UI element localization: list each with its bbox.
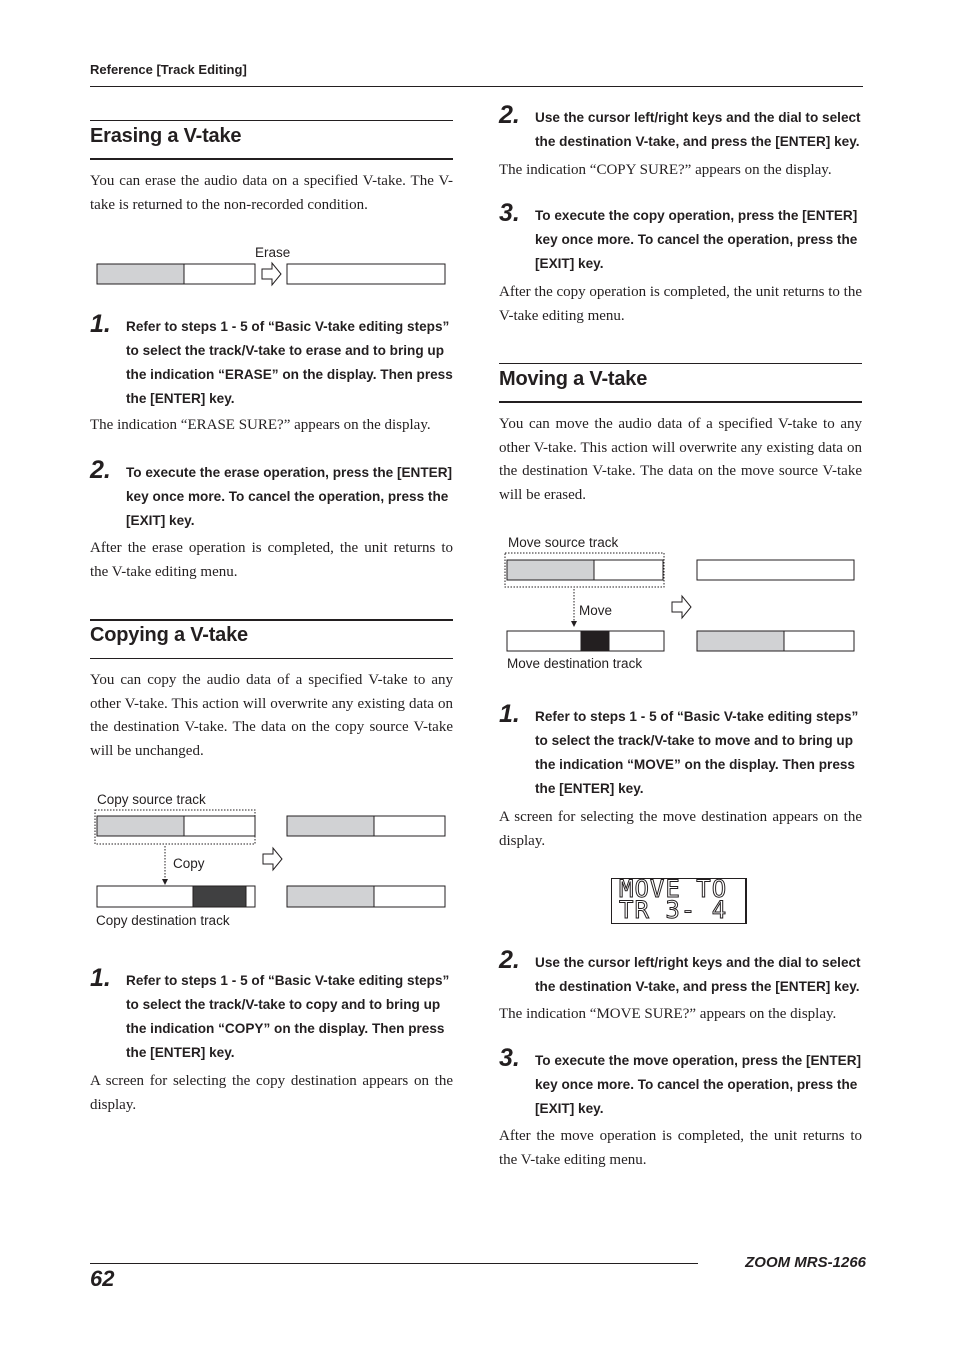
footer-rule [90, 1263, 698, 1264]
footer-brand: ZOOM MRS-1266 [745, 1254, 866, 1271]
erase-diagram [96, 240, 448, 290]
section-rule-top [499, 363, 862, 364]
move-dest-empty [507, 631, 581, 651]
step-result: After the move operation is completed, the unit returns to the V-take editing menu. [499, 1128, 862, 1168]
copy-dest-label: Copy destination track [96, 913, 230, 928]
copy-result-dest-filled [287, 886, 374, 907]
step-result: A screen for selecting the move destination appears on the display. [499, 809, 862, 849]
step-result: The indication “ERASE SURE?” appears on the display. [90, 417, 431, 433]
step-instruction: To execute the copy operation, press the [ENTER] key once more. To cancel the operation, press the [EXIT] key. [535, 208, 858, 271]
move-result-dest-empty [784, 631, 854, 651]
section-heading-move: Moving a V-take [499, 368, 648, 390]
step-number: 1. [499, 700, 520, 728]
section-heading-erase: Erasing a V-take [90, 125, 242, 147]
move-source-filled [507, 560, 594, 580]
section-rule-top [90, 619, 453, 621]
step-result: The indication “COPY SURE?” appears on the display. [499, 162, 832, 178]
section-rule-bottom [90, 658, 453, 659]
lcd-display [611, 875, 747, 924]
step-number: 2. [499, 946, 520, 974]
step-instruction: To execute the erase operation, press the [ENTER] key once more. To cancel the operation, press the [EXIT] key. [126, 465, 453, 528]
move-dest-rest [609, 631, 664, 651]
copy-dest-dark [193, 886, 246, 907]
move-result-source-empty [697, 560, 854, 580]
move-dest-label: Move destination track [507, 656, 643, 671]
arrow-right-icon [672, 596, 691, 618]
copy-dest-empty [97, 886, 193, 907]
step-result: A screen for selecting the copy destination appears on the display. [90, 1073, 453, 1113]
copy-source-filled [97, 816, 184, 836]
step-number: 3. [499, 199, 520, 227]
step-number: 2. [90, 456, 111, 484]
arrow-right-icon [263, 848, 282, 870]
step-number: 3. [499, 1044, 520, 1072]
move-action-label: Move [579, 603, 613, 618]
move-intro: You can move the audio data of a specified V-take to any other V-take. This action will overwrite any existing data on the destination V-take. The data on the move source V-take will be erased. [499, 416, 862, 503]
step-result: After the copy operation is completed, the unit returns to the V-take editing menu. [499, 284, 862, 324]
copy-diagram [90, 786, 450, 936]
erase-label: Erase [255, 245, 291, 260]
erase-result-empty [287, 264, 445, 284]
copy-result-dest-empty [374, 886, 445, 907]
step-instruction: Refer to steps 1 - 5 of “Basic V-take editing steps” to select the track/V-take to move and to bring up the indication “MOVE” on the display. Then press the [ENTER] key. [535, 709, 859, 796]
lcd-line-1: MOVE TO [619, 875, 728, 903]
copy-source-label: Copy source track [97, 792, 206, 807]
move-diagram [500, 530, 860, 676]
step-result: The indication “MOVE SURE?” appears on the display. [499, 1006, 837, 1022]
move-source-empty [594, 560, 663, 580]
copy-result-source-empty [374, 816, 445, 836]
section-rule-bottom [499, 401, 862, 403]
move-source-label: Move source track [508, 535, 619, 550]
erase-source-empty [184, 264, 255, 284]
arrow-down-icon [162, 879, 168, 885]
step-instruction: Refer to steps 1 - 5 of “Basic V-take editing steps” to select the track/V-take to erase and to bring up the indication “ERASE” on the display. Then press the [ENTER] key. [126, 319, 453, 406]
step-instruction: Refer to steps 1 - 5 of “Basic V-take editing steps” to select the track/V-take to copy and to bring up the indication “COPY” on the display. Then press the [ENTER] key. [126, 973, 450, 1060]
arrow-down-icon [571, 621, 577, 627]
section-rule-bottom [90, 158, 453, 160]
copy-action-label: Copy [173, 856, 205, 871]
step-instruction: Use the cursor left/right keys and the dial to select the destination V-take, and press the [ENTER] key. [535, 955, 861, 994]
step-number: 2. [499, 101, 520, 129]
erase-intro: You can erase the audio data on a specified V-take. The V-take is returned to the non-recorded condition. [90, 173, 453, 213]
step-instruction: To execute the move operation, press the [ENTER] key once more. To cancel the operation, press the [EXIT] key. [535, 1053, 862, 1116]
copy-intro: You can copy the audio data of a specified V-take to any other V-take. This action will overwrite any existing data on the destination V-take. The data on the copy source V-take will be unchanged. [90, 672, 453, 759]
header-rule [90, 86, 863, 87]
move-result-dest-filled [697, 631, 784, 651]
step-number: 1. [90, 310, 111, 338]
copy-result-source-filled [287, 816, 374, 836]
step-instruction: Use the cursor left/right keys and the dial to select the destination V-take, and press the [ENTER] key. [535, 110, 861, 149]
copy-dest-rest [246, 886, 255, 907]
arrow-right-icon [262, 263, 281, 285]
step-result: After the erase operation is completed, the unit returns to the V-take editing menu. [90, 540, 453, 580]
section-heading-copy: Copying a V-take [90, 624, 248, 646]
copy-source-empty [184, 816, 255, 836]
move-dest-dark [581, 631, 609, 651]
page-number: 62 [90, 1266, 115, 1291]
lcd-line-2: TR 3- 4 [619, 896, 728, 924]
erase-source-filled [97, 264, 184, 284]
step-number: 1. [90, 964, 111, 992]
section-rule-top [90, 120, 453, 121]
running-head: Reference [Track Editing] [90, 62, 247, 77]
